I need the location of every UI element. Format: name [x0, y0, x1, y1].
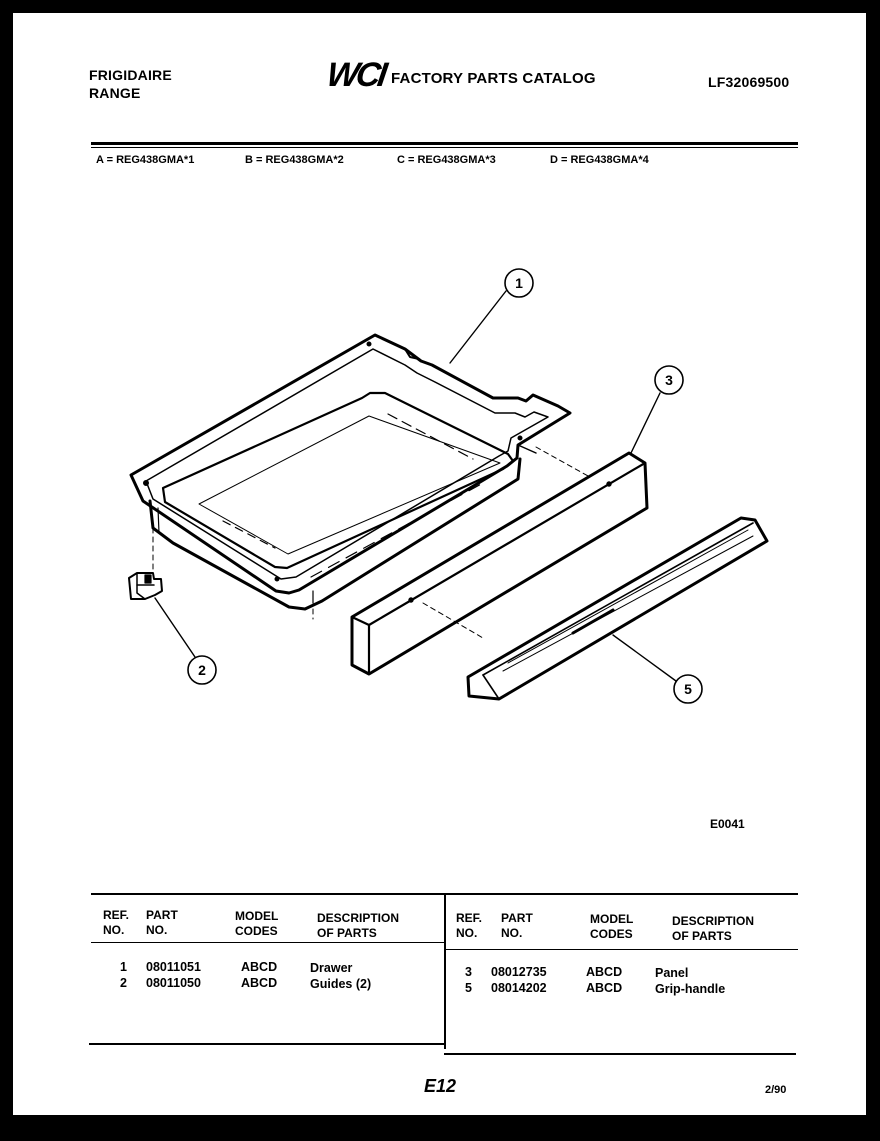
- model-code-d: D = REG438GMA*4: [550, 154, 649, 166]
- brand-name: FRIGIDAIRE: [89, 67, 172, 83]
- parts-catalog-page: [13, 13, 866, 1115]
- table-column-divider: [444, 893, 446, 1049]
- model-code-a: A = REG438GMA*1: [96, 154, 195, 166]
- left-header-rule: [91, 942, 444, 943]
- col-description: DESCRIPTION OF PARTS: [317, 911, 400, 940]
- model-code-b: B = REG438GMA*2: [245, 154, 344, 166]
- callout-label-3: 3: [665, 372, 673, 388]
- col-description-right: DESCRIPTION OF PARTS: [672, 914, 755, 943]
- col-model-codes-right: MODEL CODES: [590, 912, 634, 941]
- table-row-3-codes: ABCD: [586, 965, 623, 979]
- col-part-no: PART NO.: [146, 908, 178, 937]
- revision-date: 2/90: [765, 1084, 787, 1096]
- col-model-codes: MODEL CODES: [235, 909, 279, 938]
- table-row-1-ref: 1: [120, 960, 127, 974]
- guide-part: [129, 573, 162, 599]
- wci-logo: WCI: [324, 56, 387, 94]
- left-bottom-rule: [89, 1043, 444, 1045]
- table-row-5-desc: Grip-handle: [655, 982, 726, 996]
- table-row-2-ref: 2: [120, 976, 127, 990]
- model-code-c: C = REG438GMA*3: [397, 154, 496, 166]
- callout-label-5: 5: [684, 681, 692, 697]
- callout-3: [631, 366, 683, 453]
- col-part-no-right: PART NO.: [501, 911, 533, 940]
- table-row-5-ref: 5: [465, 981, 472, 995]
- right-header-rule: [446, 949, 798, 950]
- callout-label-2: 2: [198, 662, 206, 678]
- table-row-1-desc: Drawer: [310, 961, 353, 975]
- table-row-5-codes: ABCD: [586, 981, 623, 995]
- table-row-3-desc: Panel: [655, 966, 689, 980]
- table-row-2-codes: ABCD: [241, 976, 278, 990]
- col-ref-no-right: REF. NO.: [456, 911, 483, 940]
- product-name: RANGE: [89, 85, 141, 101]
- table-row-3-part: 08012735: [491, 965, 547, 979]
- table-row-2-part: 08011050: [146, 976, 201, 990]
- table-row-5-part: 08014202: [491, 981, 547, 995]
- catalog-number: LF32069500: [708, 74, 790, 90]
- table-row-2-desc: Guides (2): [310, 977, 372, 991]
- table-row-1-codes: ABCD: [241, 960, 278, 974]
- table-row-1-part: 08011051: [146, 960, 201, 974]
- page-number: E12: [424, 1076, 457, 1096]
- table-row-3-ref: 3: [465, 965, 472, 979]
- catalog-title: FACTORY PARTS CATALOG: [391, 70, 596, 87]
- right-bottom-rule: [444, 1053, 796, 1055]
- callout-2: [155, 598, 216, 684]
- callout-label-1: 1: [515, 275, 523, 291]
- col-ref-no: REF. NO.: [103, 908, 130, 937]
- figure-code: E0041: [710, 817, 745, 831]
- panel-part: [352, 453, 647, 674]
